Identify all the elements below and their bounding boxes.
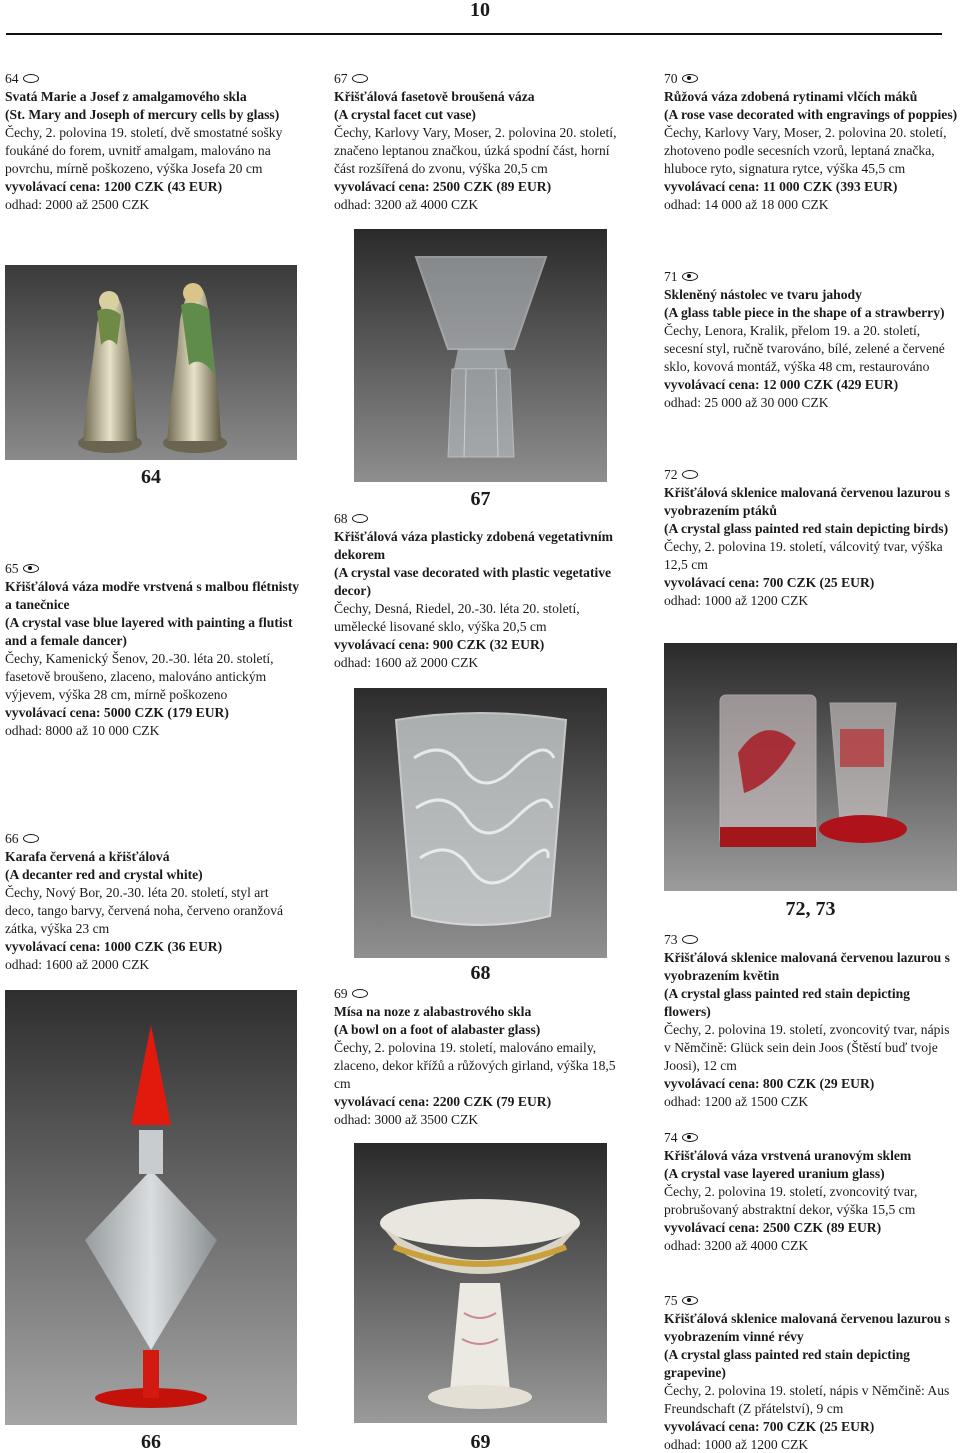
caption-68: 68 <box>470 962 491 984</box>
eye-icon <box>682 1133 698 1142</box>
lot-number: 70 <box>664 71 678 86</box>
lot-75 <box>664 1292 958 1453</box>
eye-icon <box>682 1296 698 1305</box>
lot-description: Čechy, 2. polovina 19. století, dvě smostatné sošky foukáné do forem, uvnitř amalgam, malováno na povrchu, mírně poškozeno, výška Josefa 20 cm <box>5 125 283 176</box>
lot-title-en: (A rose vase decorated with engravings of poppies) <box>664 107 958 122</box>
caption-72-73: 72, 73 <box>785 898 836 920</box>
page-header <box>0 0 960 34</box>
lot-64 <box>5 70 295 214</box>
photo-lot-66 <box>5 990 297 1425</box>
lot-description: Čechy, Kamenický Šenov, 20.-30. léta 20. století, fasetově broušeno, zlaceno, malováno antickým výjevem, výška 28 cm, mírně poškozeno <box>5 651 274 702</box>
lot-estimate: odhad: 3200 až 4000 CZK <box>334 197 479 212</box>
lot-68 <box>334 510 634 672</box>
circle-icon <box>352 514 368 523</box>
circle-icon <box>23 834 39 843</box>
lot-title-en: (A crystal vase layered uranium glass) <box>664 1166 885 1181</box>
red-stain-glasses-image <box>664 643 957 891</box>
lot-description: Čechy, 2. polovina 19. století, malováno emaily, zlaceno, dekor křížů a růžových girland, výška 18,5 cm <box>334 1040 616 1091</box>
lot-number: 71 <box>664 269 678 284</box>
lot-estimate: odhad: 8000 až 10 000 CZK <box>5 723 160 738</box>
circle-icon <box>352 989 368 998</box>
lot-estimate: odhad: 25 000 až 30 000 CZK <box>664 395 829 410</box>
lot-title-cz: Skleněný nástolec ve tvaru jahody <box>664 287 862 302</box>
lot-title-cz: Svatá Marie a Josef z amalgamového skla <box>5 89 247 104</box>
figurines-image <box>5 265 297 460</box>
lot-estimate: odhad: 3200 až 4000 CZK <box>664 1238 809 1253</box>
caption-66: 66 <box>141 1431 161 1453</box>
circle-icon <box>23 74 39 83</box>
eye-icon <box>682 74 698 83</box>
lot-title-cz: Růžová váza zdobená rytinami vlčích máků <box>664 89 918 104</box>
circle-icon <box>682 470 698 479</box>
lot-number: 68 <box>334 511 348 526</box>
lot-title-cz: Křišťálová sklenice malovaná červenou lazurou s vyobrazením vinné révy <box>664 1311 950 1344</box>
lot-number: 73 <box>664 932 678 947</box>
page-number: 10 <box>470 0 490 21</box>
lot-description: Čechy, 2. polovina 19. století, zvoncovitý tvar, probrušovaný abstraktní dekor, výška 15,5 cm <box>664 1184 918 1217</box>
caption-64: 64 <box>141 466 161 488</box>
lot-title-en: (A bowl on a foot of alabaster glass) <box>334 1022 541 1037</box>
lot-price: vyvolávací cena: 2200 CZK (79 EUR) <box>334 1094 552 1109</box>
lot-price: vyvolávací cena: 1000 CZK (36 EUR) <box>5 939 223 954</box>
lot-price: vyvolávací cena: 12 000 CZK (429 EUR) <box>664 377 899 392</box>
lot-71 <box>664 268 958 412</box>
lot-number: 72 <box>664 467 678 482</box>
lot-description: Čechy, Karlovy Vary, Moser, 2. polovina 20. století, značeno leptanou značkou, úzká spodní část, horní část rozšířená do zvonu, výška 20,5 cm <box>334 125 617 176</box>
photo-lots-72-73 <box>664 643 957 891</box>
lot-price: vyvolávací cena: 800 CZK (29 EUR) <box>664 1076 875 1091</box>
eye-icon <box>23 564 39 573</box>
lot-estimate: odhad: 1200 až 1500 CZK <box>664 1094 809 1109</box>
photo-lot-68 <box>354 688 607 958</box>
lot-price: vyvolávací cena: 1200 CZK (43 EUR) <box>5 179 223 194</box>
lot-title-en: (A crystal vase blue layered with painting a flutist and a female dancer) <box>5 615 293 648</box>
lot-price: vyvolávací cena: 2500 CZK (89 EUR) <box>664 1220 882 1235</box>
lot-title-cz: Křišťálová váza plasticky zdobená vegetativním dekorem <box>334 529 613 562</box>
lot-estimate: odhad: 1000 až 1200 CZK <box>664 593 809 608</box>
lot-description: Čechy, 2. polovina 19. století, nápis v Němčině: Aus Freundschaft (Z přátelství), 9 cm <box>664 1383 950 1416</box>
lot-72 <box>664 466 958 610</box>
lot-estimate: odhad: 1600 až 2000 CZK <box>334 655 479 670</box>
lot-description: Čechy, Karlovy Vary, Moser, 2. polovina 20. století, zhotoveno podle secesních vzorů, leptaná značka, hluboce ryto, signatura rytce, výška 45,5 cm <box>664 125 947 176</box>
circle-icon <box>352 74 368 83</box>
photo-lot-67 <box>354 229 607 482</box>
lot-estimate: odhad: 1000 až 1200 CZK <box>664 1437 809 1452</box>
lot-title-cz: Křišťálová váza modře vrstvená s malbou flétnisty a tanečnice <box>5 579 300 612</box>
lot-price: vyvolávací cena: 900 CZK (32 EUR) <box>334 637 545 652</box>
lot-number: 69 <box>334 986 348 1001</box>
lot-description: Čechy, 2. polovina 19. století, válcovitý tvar, výška 12,5 cm <box>664 539 943 572</box>
lot-number: 65 <box>5 561 19 576</box>
lot-title-cz: Křišťálová sklenice malovaná červenou lazurou s vyobrazením květin <box>664 950 950 983</box>
lot-estimate: odhad: 3000 až 3500 CZK <box>334 1112 479 1127</box>
lot-description: Čechy, 2. polovina 19. století, zvoncovitý tvar, nápis v Němčině: Glück sein dein Joos (Štěstí buď tvoje Joosi), 12 cm <box>664 1022 950 1073</box>
lot-number: 74 <box>664 1130 678 1145</box>
lot-66 <box>5 830 295 974</box>
lot-title-cz: Karafa červená a křišťálová <box>5 849 170 864</box>
lot-number: 64 <box>5 71 19 86</box>
lot-title-cz: Křišťálová sklenice malovaná červenou lazurou s vyobrazením ptáků <box>664 485 950 518</box>
lot-67 <box>334 70 634 214</box>
alabaster-bowl-image <box>354 1143 607 1423</box>
lot-estimate: odhad: 2000 až 2500 CZK <box>5 197 150 212</box>
pressed-vase-image <box>354 688 607 958</box>
lot-title-cz: Mísa na noze z alabastrového skla <box>334 1004 532 1019</box>
lot-title-en: (A crystal facet cut vase) <box>334 107 476 122</box>
facet-vase-image <box>354 229 607 482</box>
circle-icon <box>682 935 698 944</box>
eye-icon <box>682 272 698 281</box>
caption-69: 69 <box>470 1431 491 1453</box>
lot-number: 67 <box>334 71 348 86</box>
header-rule <box>6 33 942 35</box>
lot-description: Čechy, Desná, Riedel, 20.-30. léta 20. století, umělecké lisované sklo, výška 20,5 cm <box>334 601 580 634</box>
lot-70 <box>664 70 958 214</box>
lot-price: vyvolávací cena: 2500 CZK (89 EUR) <box>334 179 552 194</box>
lot-number: 66 <box>5 831 19 846</box>
lot-price: vyvolávací cena: 11 000 CZK (393 EUR) <box>664 179 898 194</box>
lot-65 <box>5 560 300 740</box>
lot-estimate: odhad: 1600 až 2000 CZK <box>5 957 150 972</box>
lot-73 <box>664 931 958 1111</box>
lot-price: vyvolávací cena: 700 CZK (25 EUR) <box>664 575 875 590</box>
lot-69 <box>334 985 634 1129</box>
lot-description: Čechy, Lenora, Kralik, přelom 19. a 20. století, secesní styl, ručně tvarováno, bílé, zelené a červené sklo, kovová montáž, výška 48 cm, restaurováno <box>664 323 945 374</box>
decanter-image <box>5 990 297 1425</box>
lot-title-en: (A crystal glass painted red stain depicting grapevine) <box>664 1347 910 1380</box>
lot-title-cz: Křišťálová váza vrstvená uranovým sklem <box>664 1148 912 1163</box>
lot-price: vyvolávací cena: 700 CZK (25 EUR) <box>664 1419 875 1434</box>
lot-title-en: (A crystal glass painted red stain depicting birds) <box>664 521 949 536</box>
caption-67: 67 <box>470 488 491 510</box>
lot-title-en: (St. Mary and Joseph of mercury cells by glass) <box>5 107 280 122</box>
lot-title-en: (A glass table piece in the shape of a strawberry) <box>664 305 945 320</box>
lot-title-en: (A crystal vase decorated with plastic vegetative decor) <box>334 565 612 598</box>
lot-estimate: odhad: 14 000 až 18 000 CZK <box>664 197 829 212</box>
lot-title-en: (A crystal glass painted red stain depicting flowers) <box>664 986 910 1019</box>
photo-lot-69 <box>354 1143 607 1423</box>
lot-title-cz: Křišťálová fasetově broušená váza <box>334 89 535 104</box>
lot-74 <box>664 1129 958 1255</box>
lot-description: Čechy, Nový Bor, 20.-30. léta 20. století, styl art deco, tango barvy, červená noha, červeno oranžová zátka, výška 23 cm <box>5 885 284 936</box>
photo-lot-64 <box>5 265 297 460</box>
lot-title-en: (A decanter red and crystal white) <box>5 867 203 882</box>
lot-price: vyvolávací cena: 5000 CZK (179 EUR) <box>5 705 229 720</box>
lot-number: 75 <box>664 1293 678 1308</box>
